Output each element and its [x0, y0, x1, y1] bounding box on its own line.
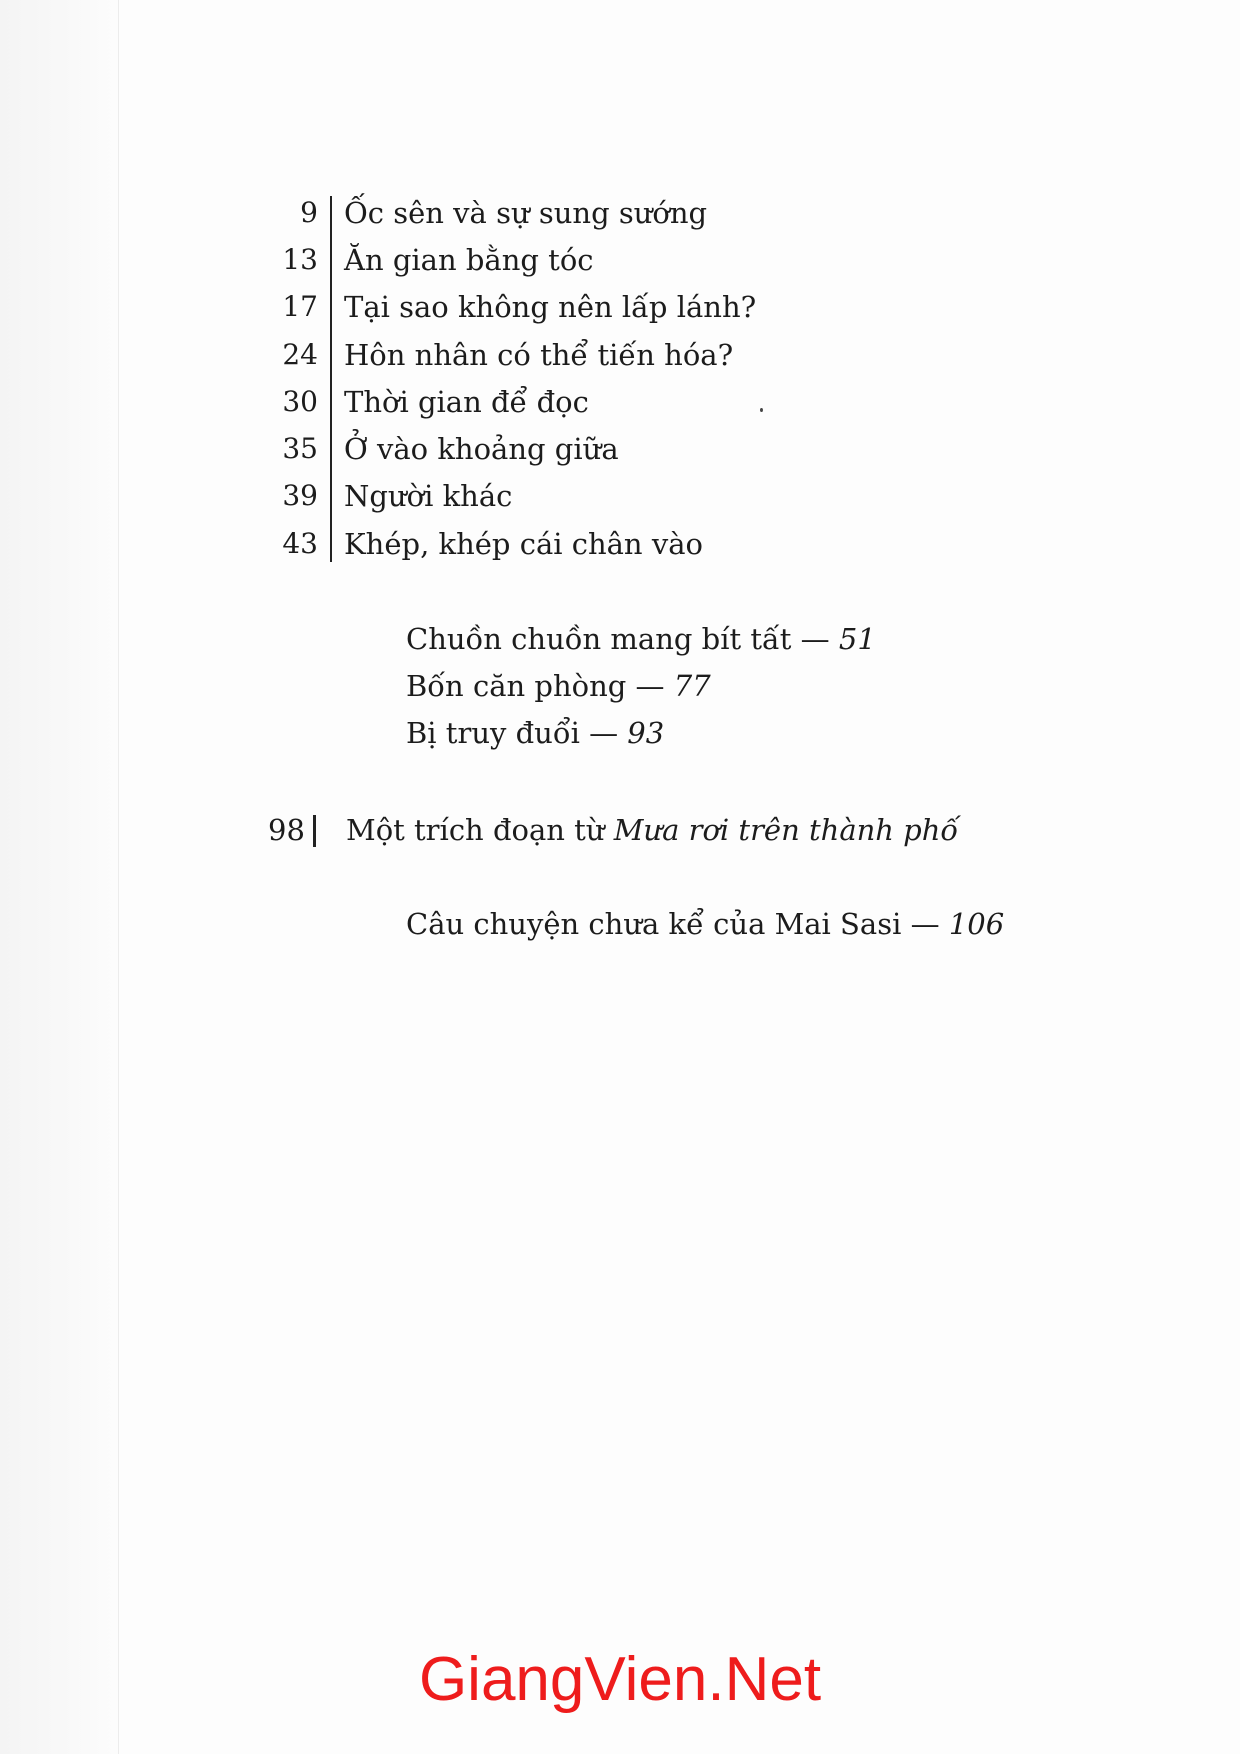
toc-page-number: 39	[282, 479, 318, 512]
watermark-text: GiangVien.Net	[418, 1645, 822, 1714]
untold-separator: —	[901, 907, 949, 941]
untold-entry[interactable]	[406, 902, 1004, 946]
excerpt-prefix: Một trích đoạn từ	[346, 813, 614, 847]
toc-page-number: 30	[282, 385, 318, 418]
toc-title: Thời gian để đọc	[344, 385, 589, 419]
untold-title: Câu chuyện chưa kể của Mai Sasi	[406, 907, 902, 941]
sub-entry-title: Bốn căn phòng	[406, 669, 627, 703]
toc-title: Ăn gian bằng tóc	[344, 243, 594, 277]
scan-speck	[760, 408, 763, 412]
sub-entry-page: 93	[627, 716, 665, 750]
sub-entry-separator: —	[626, 669, 674, 703]
toc-page-number: 43	[282, 527, 318, 560]
sub-entry-page: 51	[838, 622, 876, 656]
sub-entry-separator: —	[579, 716, 628, 750]
toc-title: Người khác	[344, 479, 513, 513]
excerpt-entry[interactable]	[346, 808, 958, 852]
toc-title: Khép, khép cái chân vào	[344, 527, 703, 561]
sub-entry-title: Chuồn chuồn mang bít tất	[406, 622, 792, 656]
toc-title: Ở vào khoảng giữa	[344, 432, 619, 466]
toc-page-number: 24	[282, 338, 318, 371]
sub-entry[interactable]	[406, 617, 876, 661]
excerpt-rule	[313, 815, 316, 847]
sub-entry[interactable]	[406, 711, 664, 755]
toc-title: Ốc sên và sự sung sướng	[344, 196, 708, 230]
page-edge-line	[118, 0, 119, 1754]
sub-entry[interactable]	[406, 664, 711, 708]
toc-title: Hôn nhân có thể tiến hóa?	[344, 338, 734, 372]
toc-page-number: 35	[282, 432, 318, 465]
sub-entry-title: Bị truy đuổi	[406, 716, 580, 750]
excerpt-book-title: Mưa rơi trên thành phố	[613, 813, 959, 847]
sub-entry-separator: —	[791, 622, 839, 656]
untold-page: 106	[948, 907, 1005, 941]
excerpt-page-number: 98	[268, 813, 305, 847]
toc-page-number: 17	[282, 290, 318, 323]
toc-vertical-rule	[330, 196, 332, 562]
toc-page-number: 13	[282, 243, 318, 276]
sub-entry-page: 77	[673, 669, 711, 703]
toc-title: Tại sao không nên lấp lánh?	[344, 290, 757, 324]
toc-page-number: 9	[300, 196, 318, 229]
page-gutter-shade	[0, 0, 118, 1754]
